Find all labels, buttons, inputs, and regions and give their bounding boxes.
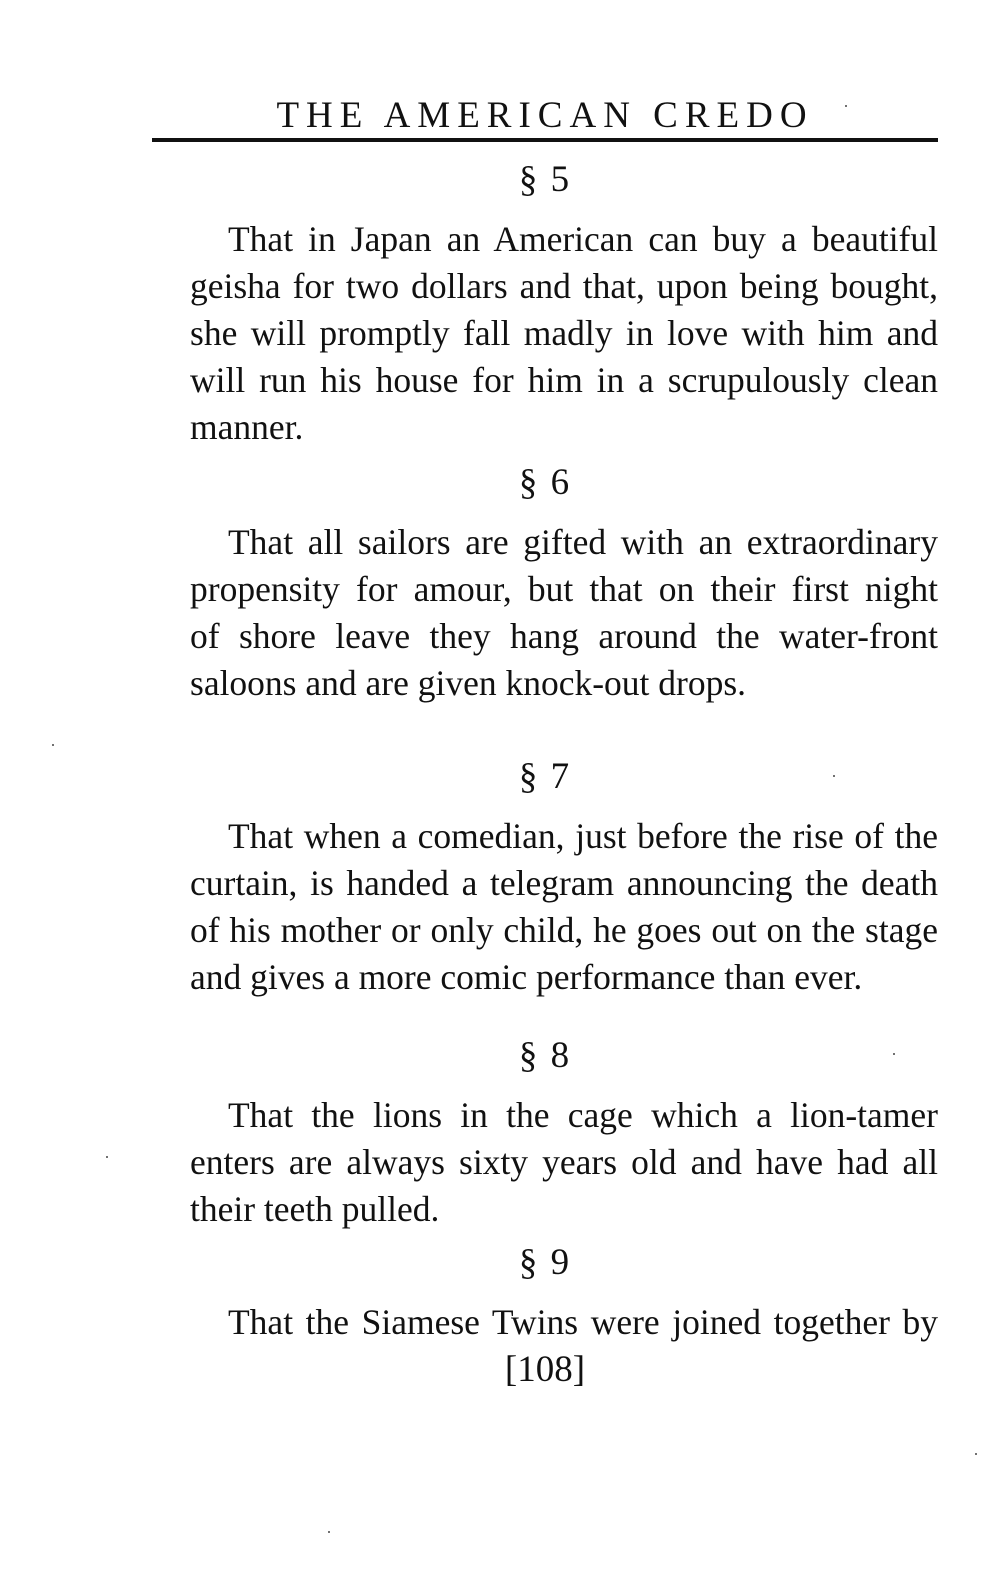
text-line: of shore leave they hang around the water-front [190,616,938,656]
section-mark-7: § 7 [518,756,572,797]
book-page [152,94,938,1392]
page-number: [108] [504,1349,586,1390]
section-mark-6: § 6 [518,462,572,503]
dust-speck [328,1531,330,1533]
text-line: That all sailors are gifted with an extraordinary [228,522,938,562]
section-mark-9: § 9 [518,1242,572,1283]
text-line: enters are always sixty years old and have had all [190,1142,938,1182]
dust-speck [845,105,847,107]
dust-speck [52,744,54,746]
dust-speck [975,1453,977,1455]
text-line: manner. [190,407,304,447]
text-line: she will promptly fall madly in love with him and [190,313,938,353]
paragraph-5 [152,216,938,451]
text-line: curtain, is handed a telegram announcing the death [190,863,938,903]
text-line: of his mother or only child, he goes out on the stage [190,910,938,950]
text-line: saloons and are given knock-out drops. [190,663,747,703]
paragraph-6 [152,519,938,707]
paragraph-8 [152,1092,938,1233]
text-line: propensity for amour, but that on their first night [190,569,938,609]
dust-speck [833,775,835,777]
dust-speck [893,1053,895,1055]
text-line: That when a comedian, just before the rise of the [228,816,938,856]
header-rule [152,138,938,142]
running-head: THE AMERICAN CREDO [276,95,814,136]
text-line: That the lions in the cage which a lion-tamer [228,1095,938,1135]
text-line: and gives a more comic performance than ever. [190,957,863,997]
text-line: will run his house for him in a scrupulously clean [190,360,938,400]
section-mark-5: § 5 [518,159,572,200]
dust-speck [106,1156,108,1158]
text-line: geisha for two dollars and that, upon being bought, [190,266,938,306]
section-mark-8: § 8 [518,1035,572,1076]
text-line: their teeth pulled. [190,1189,440,1229]
text-line: That in Japan an American can buy a beautiful [228,219,938,259]
paragraph-9 [152,1299,938,1346]
text-line: That the Siamese Twins were joined together by [228,1302,938,1342]
paragraph-7 [152,813,938,1001]
